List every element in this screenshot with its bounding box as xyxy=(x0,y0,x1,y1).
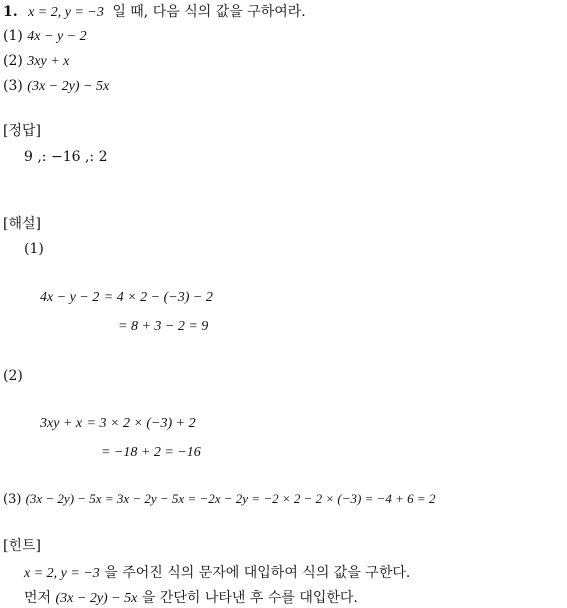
answer-text: 9 ,: −16 ,: 2 xyxy=(24,149,108,165)
problem-number: 1. xyxy=(3,4,18,20)
hint-text: 을 간단히 나타낸 후 수를 대입한다. xyxy=(141,590,358,606)
solution-part1-line2: = 8 + 3 − 2 = 9 xyxy=(118,319,209,334)
item-expression: 3xy + x xyxy=(27,54,70,69)
solution-heading: [해설] xyxy=(3,216,41,232)
problem-condition: x = 2, y = −3 xyxy=(28,5,104,20)
problem-item-2 xyxy=(3,52,69,71)
equation-lhs: 4x − y − 2 xyxy=(40,290,100,305)
problem-prompt: 일 때, 다음 식의 값을 구하여라. xyxy=(112,4,306,20)
solution-part3-equation: (3x − 2y) − 5x = 3x − 2y − 5x = −2x − 2y = −2 × 2 − 2 × (−3) = −4 + 6 = 2 xyxy=(25,491,436,506)
item-label: (1) xyxy=(3,28,23,44)
problem-item-1 xyxy=(3,27,87,46)
item-expression: 4x − y − 2 xyxy=(27,29,87,44)
item-label: (2) xyxy=(3,53,23,69)
problem-item-3 xyxy=(3,77,109,96)
equation-rhs: = 3 × 2 × (−3) + 2 xyxy=(86,416,196,431)
solution-part2-label: (2) xyxy=(3,368,23,384)
hint-prefix: 먼저 xyxy=(24,590,52,606)
solution-part2-line2: = −18 + 2 = −16 xyxy=(101,445,201,460)
hint-heading: [힌트] xyxy=(3,538,41,554)
problem-statement xyxy=(3,3,306,22)
equation-rhs: = 4 × 2 − (−3) − 2 xyxy=(103,290,213,305)
solution-part3 xyxy=(3,490,435,509)
hint-line-1 xyxy=(24,564,410,583)
solution-part2-line1 xyxy=(40,414,196,433)
solution-part1-line1 xyxy=(40,288,213,307)
solution-part3-label: (3) xyxy=(3,492,22,507)
equation-lhs: 3xy + x xyxy=(40,416,83,431)
solution-part1-label: (1) xyxy=(24,241,44,257)
hint-math: (3x − 2y) − 5x xyxy=(55,591,138,606)
answer-heading: [정답] xyxy=(3,123,41,139)
hint-line-2 xyxy=(24,589,358,608)
item-label: (3) xyxy=(3,78,23,94)
hint-text: 을 주어진 식의 문자에 대입하여 식의 값을 구한다. xyxy=(104,565,411,581)
item-expression: (3x − 2y) − 5x xyxy=(27,79,110,94)
hint-math: x = 2, y = −3 xyxy=(24,566,100,581)
